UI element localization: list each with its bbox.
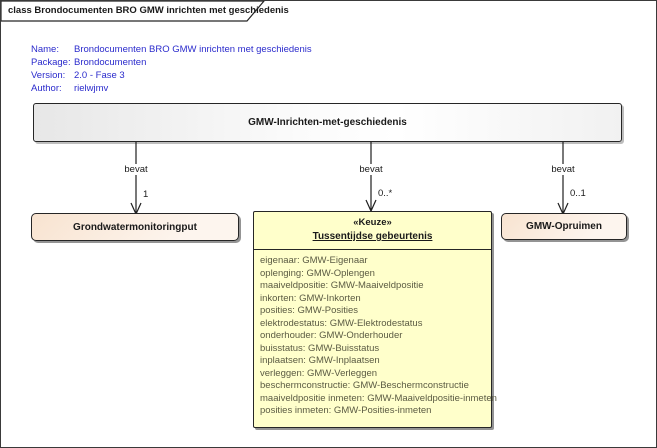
attribute-item: eigenaar: GMW-Eigenaar bbox=[260, 255, 368, 266]
connector-bevat-grondwatermonitoringput[interactable] bbox=[131, 142, 141, 214]
meta-value: 2.0 - Fase 3 bbox=[74, 70, 125, 81]
class-name: Tussentijdse gebeurtenis bbox=[312, 231, 433, 242]
attribute-item: inplaatsen: GMW-Inplaatsen bbox=[260, 355, 380, 366]
attribute-item: elektrodestatus: GMW-Elektrodestatus bbox=[260, 317, 423, 329]
multiplicity-label: 0..* bbox=[378, 188, 393, 199]
class-header bbox=[254, 212, 491, 250]
meta-label: Version: bbox=[31, 70, 66, 81]
connector-label: bevat bbox=[551, 164, 575, 175]
class-gmw-opruimen[interactable] bbox=[501, 213, 627, 240]
connector-label: bevat bbox=[124, 164, 148, 175]
attribute-item: verleggen: GMW-Verleggen bbox=[260, 367, 378, 379]
meta-label: Package: bbox=[31, 57, 71, 68]
class-name: Grondwatermonitoringput bbox=[73, 221, 197, 233]
class-gmw-inrichten-met-geschiedenis[interactable] bbox=[33, 103, 622, 142]
class-grondwatermonitoringput[interactable] bbox=[31, 213, 239, 241]
meta-label: Name: bbox=[31, 44, 59, 55]
attribute-list bbox=[254, 250, 497, 418]
meta-row-version bbox=[31, 69, 312, 82]
class-tussentijdse-gebeurtenis[interactable] bbox=[253, 211, 497, 428]
connector-label: bevat bbox=[359, 164, 383, 175]
meta-row-package bbox=[31, 56, 312, 69]
attribute-item: inkorten: GMW-Inkorten bbox=[260, 292, 361, 304]
connector-bevat-gmw-opruimen[interactable] bbox=[558, 142, 568, 214]
meta-value: Brondocumenten bbox=[74, 57, 147, 68]
attribute-item: posities: GMW-Posities bbox=[260, 305, 359, 316]
attribute-item: maaiveldpositie: GMW-Maaiveldpositie bbox=[260, 280, 424, 291]
meta-value: Brondocumenten BRO GMW inrichten met geschiedenis bbox=[74, 44, 312, 55]
multiplicity-label: 0..1 bbox=[570, 188, 586, 199]
diagram-metadata bbox=[31, 43, 312, 95]
meta-row-name bbox=[31, 43, 312, 56]
class-name: GMW-Inrichten-met-geschiedenis bbox=[248, 117, 407, 128]
meta-row-author bbox=[31, 82, 312, 95]
attribute-item: onderhouder: GMW-Onderhouder bbox=[260, 330, 403, 341]
attribute-item: beschermconstructie: GMW-Beschermconstructie bbox=[260, 380, 469, 391]
attribute-item: oplenging: GMW-Oplengen bbox=[260, 267, 375, 279]
diagram-title: class Brondocumenten BRO GMW inrichten met geschiedenis bbox=[8, 5, 289, 16]
meta-label: Author: bbox=[31, 83, 62, 94]
stereotype-label: «Keuze» bbox=[353, 217, 392, 228]
class-name: GMW-Opruimen bbox=[526, 221, 602, 232]
meta-value: rielwjmv bbox=[74, 83, 109, 94]
attribute-item: buisstatus: GMW-Buisstatus bbox=[260, 342, 380, 354]
multiplicity-label: 1 bbox=[143, 189, 149, 200]
diagram-frame-tab bbox=[1, 1, 289, 23]
attribute-item: posities inmeten: GMW-Posities-inmeten bbox=[260, 405, 432, 416]
connector-bevat-tussentijdse-gebeurtenis[interactable] bbox=[366, 142, 376, 211]
attribute-item: maaiveldpositie inmeten: GMW-Maaiveldpositie-inmeten bbox=[260, 392, 497, 404]
